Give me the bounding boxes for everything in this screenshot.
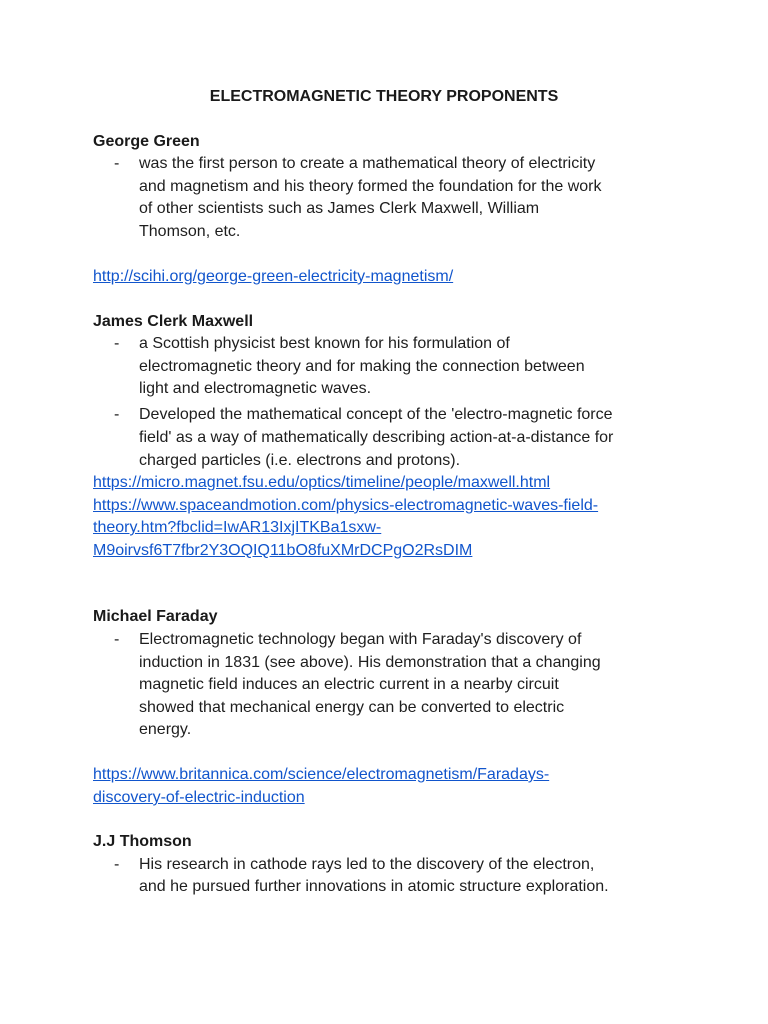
reference-link-britannica[interactable]: https://www.britannica.com/science/electromagnetism/Faradays- [93,766,550,783]
bullet-text-line: and magnetism and his theory formed the foundation for the work [139,178,602,195]
bullet-marker: - [114,335,120,352]
reference-link-spaceandmotion-cont[interactable]: theory.htm?fbclid=IwAR13IxjITKBa1sxw- [93,519,382,536]
section-heading-george-green: George Green [93,133,200,150]
bullet-text-line: showed that mechanical energy can be converted to electric [139,699,565,716]
bullet-text-line: light and electromagnetic waves. [139,380,372,397]
reference-link-spaceandmotion-cont[interactable]: M9oirvsf6T7fbr2Y3OQIQ11bO8fuXMrDCPgO2RsDIM [93,542,473,559]
bullet-text-line: induction in 1831 (see above). His demonstration that a changing [139,654,601,671]
bullet-marker: - [114,155,120,172]
bullet-text-line: Developed the mathematical concept of the 'electro-magnetic force [139,406,613,423]
section-heading-james-clerk-maxwell: James Clerk Maxwell [93,313,254,330]
bullet-text-line: of other scientists such as James Clerk Maxwell, William [139,200,540,217]
bullet-text-line: His research in cathode rays led to the discovery of the electron, [139,856,595,873]
reference-link-britannica-cont[interactable]: discovery-of-electric-induction [93,789,305,806]
bullet-text-line: Electromagnetic technology began with Faraday's discovery of [139,631,582,648]
bullet-text-line: energy. [139,721,192,738]
section-heading-jj-thomson: J.J Thomson [93,833,192,850]
bullet-text-line: magnetic field induces an electric current in a nearby circuit [139,676,559,693]
reference-link-spaceandmotion[interactable]: https://www.spaceandmotion.com/physics-electromagnetic-waves-field- [93,497,599,514]
bullet-text-line: Thomson, etc. [139,223,241,240]
reference-link-micro-magnet[interactable]: https://micro.magnet.fsu.edu/optics/timeline/people/maxwell.html [93,474,551,491]
page-title: ELECTROMAGNETIC THEORY PROPONENTS [209,88,559,105]
bullet-text-line: field' as a way of mathematically describing action-at-a-distance for [139,429,614,446]
bullet-marker: - [114,406,120,423]
bullet-text-line: a Scottish physicist best known for his formulation of [139,335,510,352]
bullet-text-line: charged particles (i.e. electrons and protons). [139,452,461,469]
bullet-text-line: and he pursued further innovations in atomic structure exploration. [139,878,609,895]
bullet-text-line: was the first person to create a mathematical theory of electricity [139,155,596,172]
reference-link-scihi[interactable]: http://scihi.org/george-green-electricity-magnetism/ [93,268,454,285]
bullet-text-line: electromagnetic theory and for making the connection between [139,358,585,375]
bullet-marker: - [114,631,120,648]
bullet-marker: - [114,856,120,873]
section-heading-michael-faraday: Michael Faraday [93,608,218,625]
